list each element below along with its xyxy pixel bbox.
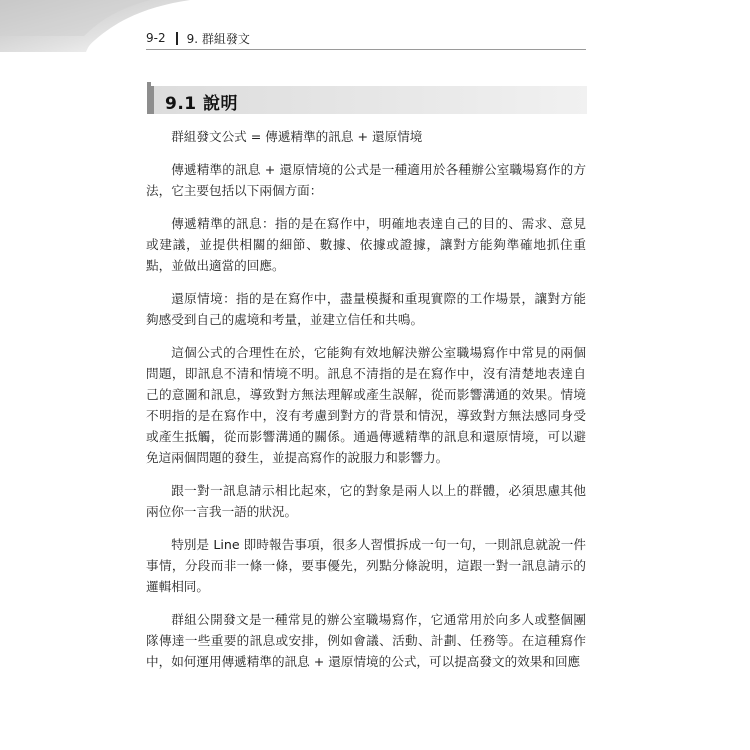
section-heading-box: [147, 86, 587, 114]
page-number: 9-2: [146, 31, 166, 45]
body-text: [146, 126, 586, 684]
paragraph: 特別是 Line 即時報告事項，很多人習慣拆成一句一句，一則訊息就說一件事情，分段而非一條一條，要事優先，列點分條說明，這跟一對一訊息請示的邏輯相同。: [146, 537, 586, 594]
formula-paragraph: 群組發文公式 = 傳遞精準的訊息 + 還原情境: [171, 129, 423, 144]
section-title: 9.1 說明: [165, 94, 239, 114]
chapter-title: 9. 群組發文: [186, 31, 250, 46]
page-corner-curl-decoration: [0, 0, 200, 55]
header-rule: [146, 49, 586, 50]
section-heading-accent-bar: [147, 86, 154, 114]
paragraph: 傳遞精準的訊息 + 還原情境的公式是一種適用於各種辦公室職場寫作的方法，它主要包括以下兩個方面：: [146, 162, 586, 198]
paragraph: 跟一對一訊息請示相比起來，它的對象是兩人以上的群體，必須思慮其他兩位你一言我一語的狀況。: [146, 483, 586, 519]
header-divider: [176, 32, 178, 45]
paragraph: 群組公開發文是一種常見的辦公室職場寫作，它通常用於向多人或整個團隊傳達一些重要的訊息或安排，例如會議、活動、計劃、任務等。在這種寫作中，如何運用傳遞精準的訊息 + 還原情境的公式，可以提高發文的效果和回應: [146, 612, 586, 669]
running-header: [146, 30, 250, 46]
paragraph: 傳遞精準的訊息：指的是在寫作中，明確地表達自己的目的、需求、意見或建議，並提供相關的細節、數據、依據或證據，讓對方能夠準確地抓住重點，並做出適當的回應。: [146, 216, 586, 273]
paragraph: 這個公式的合理性在於，它能夠有效地解決辦公室職場寫作中常見的兩個問題，即訊息不清和情境不明。訊息不清指的是在寫作中，沒有清楚地表達自己的意圖和訊息，導致對方無法理解或產生誤解，從而影響溝通的效果。情境不明指的是在寫作中，沒有考慮到對方的背景和情況，導致對方無法感同身受或產生抵觸，從而影響溝通的關係。通過傳遞精準的訊息和還原情境，可以避免這兩個問題的發生，並提高寫作的說服力和影響力。: [146, 345, 586, 465]
paragraph: 還原情境：指的是在寫作中，盡量模擬和重現實際的工作場景，讓對方能夠感受到自己的處境和考量，並建立信任和共鳴。: [146, 291, 586, 327]
